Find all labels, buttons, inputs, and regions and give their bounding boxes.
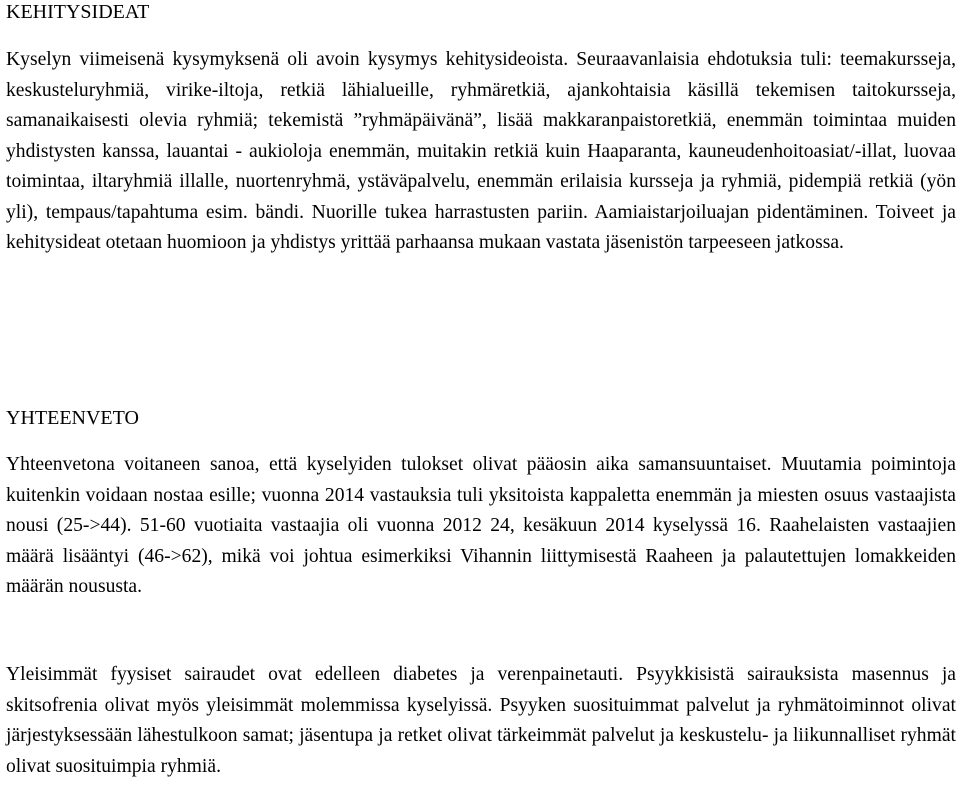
paragraph-yhteenveto-1: Yhteenvetona voitaneen sanoa, että kyselyiden tulokset olivat pääosin aika samansuuntaiset. Muutamia poimintoja kuitenkin voidaan nostaa esille; vuonna 2014 vastauksia tuli yksitoista kappaletta enemmän ja miesten osuus vastaajista nousi (25->44). 51-60 vuotiaita vastaajia oli vuonna 2012 24, kesäkuun 2014 kyselyssä 16. Raahelaisten vastaajien määrä lisääntyi (46->62), mikä voi johtua esimerkiksi Vihannin liittymisestä Raaheen ja palautettujen lomakkeiden määrän noususta. [6,454,956,597]
paragraph-yhteenveto-2: Yleisimmät fyysiset sairaudet ovat edelleen diabetes ja verenpainetauti. Psyykkisistä sairauksista masennus ja skitsofrenia olivat myös yleisimmät molemmissa kyselyissä. Psyyken suosituimmat palvelut ja ryhmätoiminnot olivat järjestyksessään lähestulkoon samat; jäsentupa ja retket olivat tärkeimmät palvelut ja keskustelu- ja liikunnalliset ryhmät olivat suosituimpia ryhmiä. [6,664,956,777]
section-heading-yhteenveto: YHTEENVETO [6,407,139,429]
section-heading-kehitysideat: KEHITYSIDEAT [6,1,150,23]
paragraph-kehitysideat: Kyselyn viimeisenä kysymyksenä oli avoin kysymys kehitysideoista. Seuraavanlaisia ehdotuksia tuli: teemakursseja, keskusteluryhmiä, virike-iltoja, retkiä lähialueille, ryhmäretkiä, ajankohtaisia käsillä tekemisen taitokursseja, samanaikaisesti olevia ryhmiä; tekemistä ”ryhmäpäivänä”, lisää makkaranpaistoretkiä, enemmän toimintaa muiden yhdistysten kanssa, lauantai - aukioloja enemmän, muitakin retkiä kuin Haaparanta, kauneudenhoitoasiat/-illat, luovaa toimintaa, iltaryhmiä illalle, nuortenryhmä, ystäväpalvelu, enemmän erilaisia kursseja ja ryhmiä, pidempiä retkiä (yön yli), tempaus/tapahtuma esim. bändi. Nuorille tukea harrastusten pariin. Aamiaistarjoiluajan pidentäminen. Toiveet ja kehitysideat otetaan huomioon ja yhdistys yrittää parhaansa mukaan vastata jäsenistön tarpeeseen jatkossa. [6,49,956,253]
